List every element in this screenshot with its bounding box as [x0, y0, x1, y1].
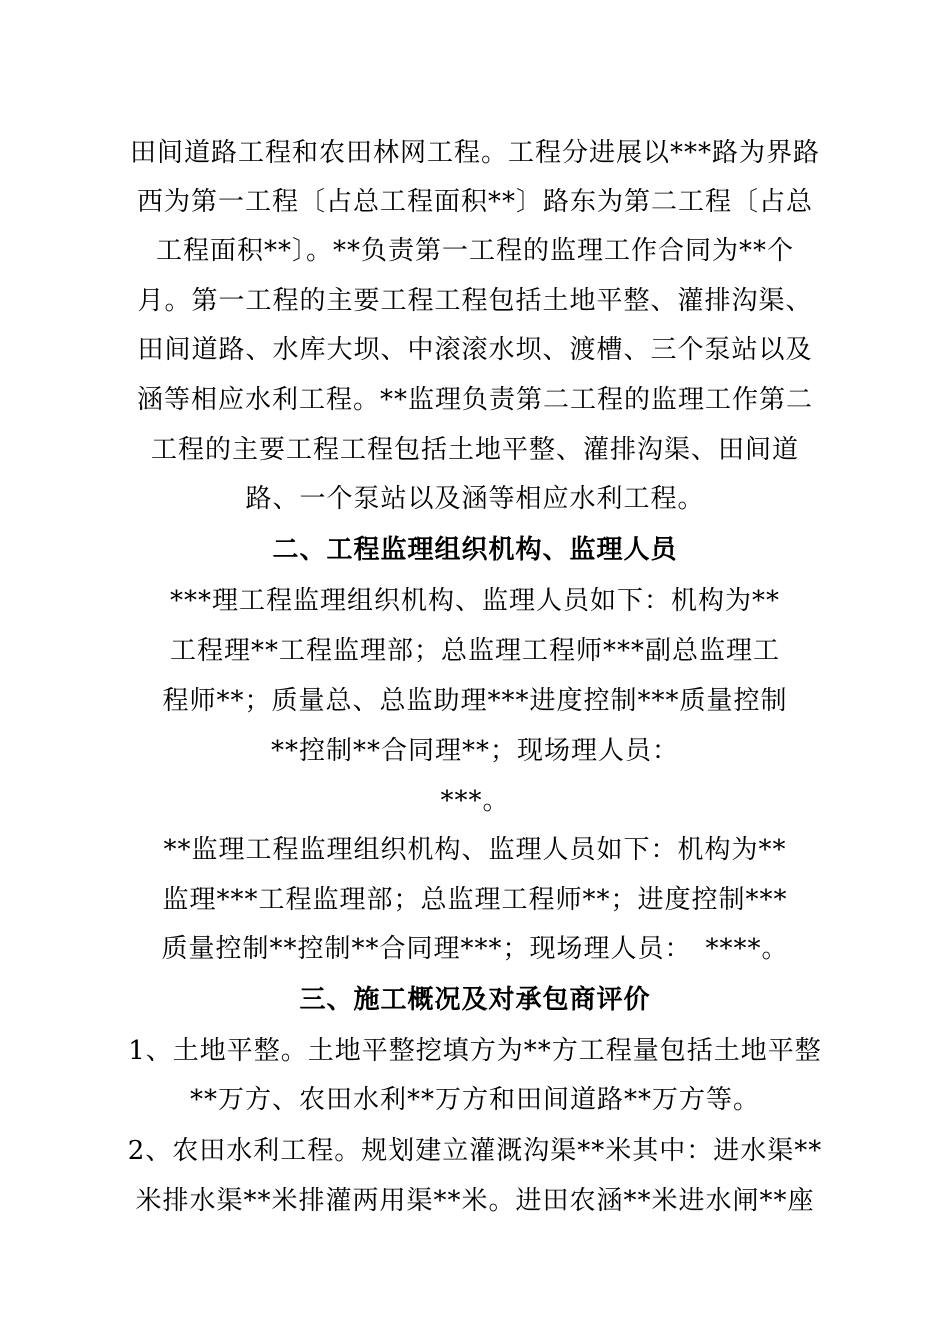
paragraph-line: 涵等相应水利工程。**监理负责第二工程的监理工作第二 — [136, 385, 813, 415]
paragraph-line: 质量控制**控制**合同理***；现场理人员： ****。 — [161, 934, 789, 964]
paragraph-line: 月。第一工程的主要工程工程包括土地平整、灌排沟渠、 — [137, 286, 813, 316]
list-item-line: 1、土地平整。土地平整挖填方为**方工程量包括土地平整 — [128, 1036, 822, 1066]
paragraph-line: 西为第一工程〔占总工程面积**〕路东为第二工程〔占总 — [136, 187, 813, 217]
list-item-line: 2、农田水利工程。规划建立灌溉沟渠**米其中：进水渠** — [127, 1136, 823, 1166]
paragraph-line: 路、一个泵站以及涵等相应水利工程。 — [245, 484, 705, 514]
section-heading: 三、施工概况及对承包商评价 — [299, 985, 651, 1015]
paragraph-line: 程师**；质量总、总监助理***进度控制***质量控制 — [162, 686, 788, 716]
paragraph-line: 工程面积**〕。**负责第一工程的监理工作合同为**个 — [155, 236, 794, 266]
paragraph-line: 工程理**工程监理部；总监理工程师***副总监理工 — [169, 636, 780, 666]
paragraph-line: 田间道路工程和农田林网工程。工程分进展以***路为界路 — [129, 138, 820, 168]
paragraph-line: **控制**合同理**；现场理人员： — [270, 736, 679, 766]
paragraph-line: **监理工程监理组织机构、监理人员如下：机构为** — [163, 835, 787, 865]
paragraph-line: 工程的主要工程工程包括土地平整、灌排沟渠、田间道 — [150, 435, 799, 465]
paragraph-line: 田间道路、水库大坝、中滚滚水坝、渡槽、三个泵站以及 — [137, 335, 813, 365]
list-item-line: 米排水渠**米排灌两用渠**米。进田农涵**米进水闸**座 — [135, 1186, 815, 1216]
paragraph-line: ***理工程监理组织机构、监理人员如下：机构为** — [169, 586, 780, 616]
section-heading: 二、工程监理组织机构、监理人员 — [272, 535, 678, 565]
paragraph-line: 监理***工程监理部；总监理工程师**；进度控制*** — [162, 885, 788, 915]
list-item-line: **万方、农田水利**万方和田间道路**万方等。 — [189, 1085, 760, 1115]
paragraph-line: ***。 — [440, 786, 510, 816]
